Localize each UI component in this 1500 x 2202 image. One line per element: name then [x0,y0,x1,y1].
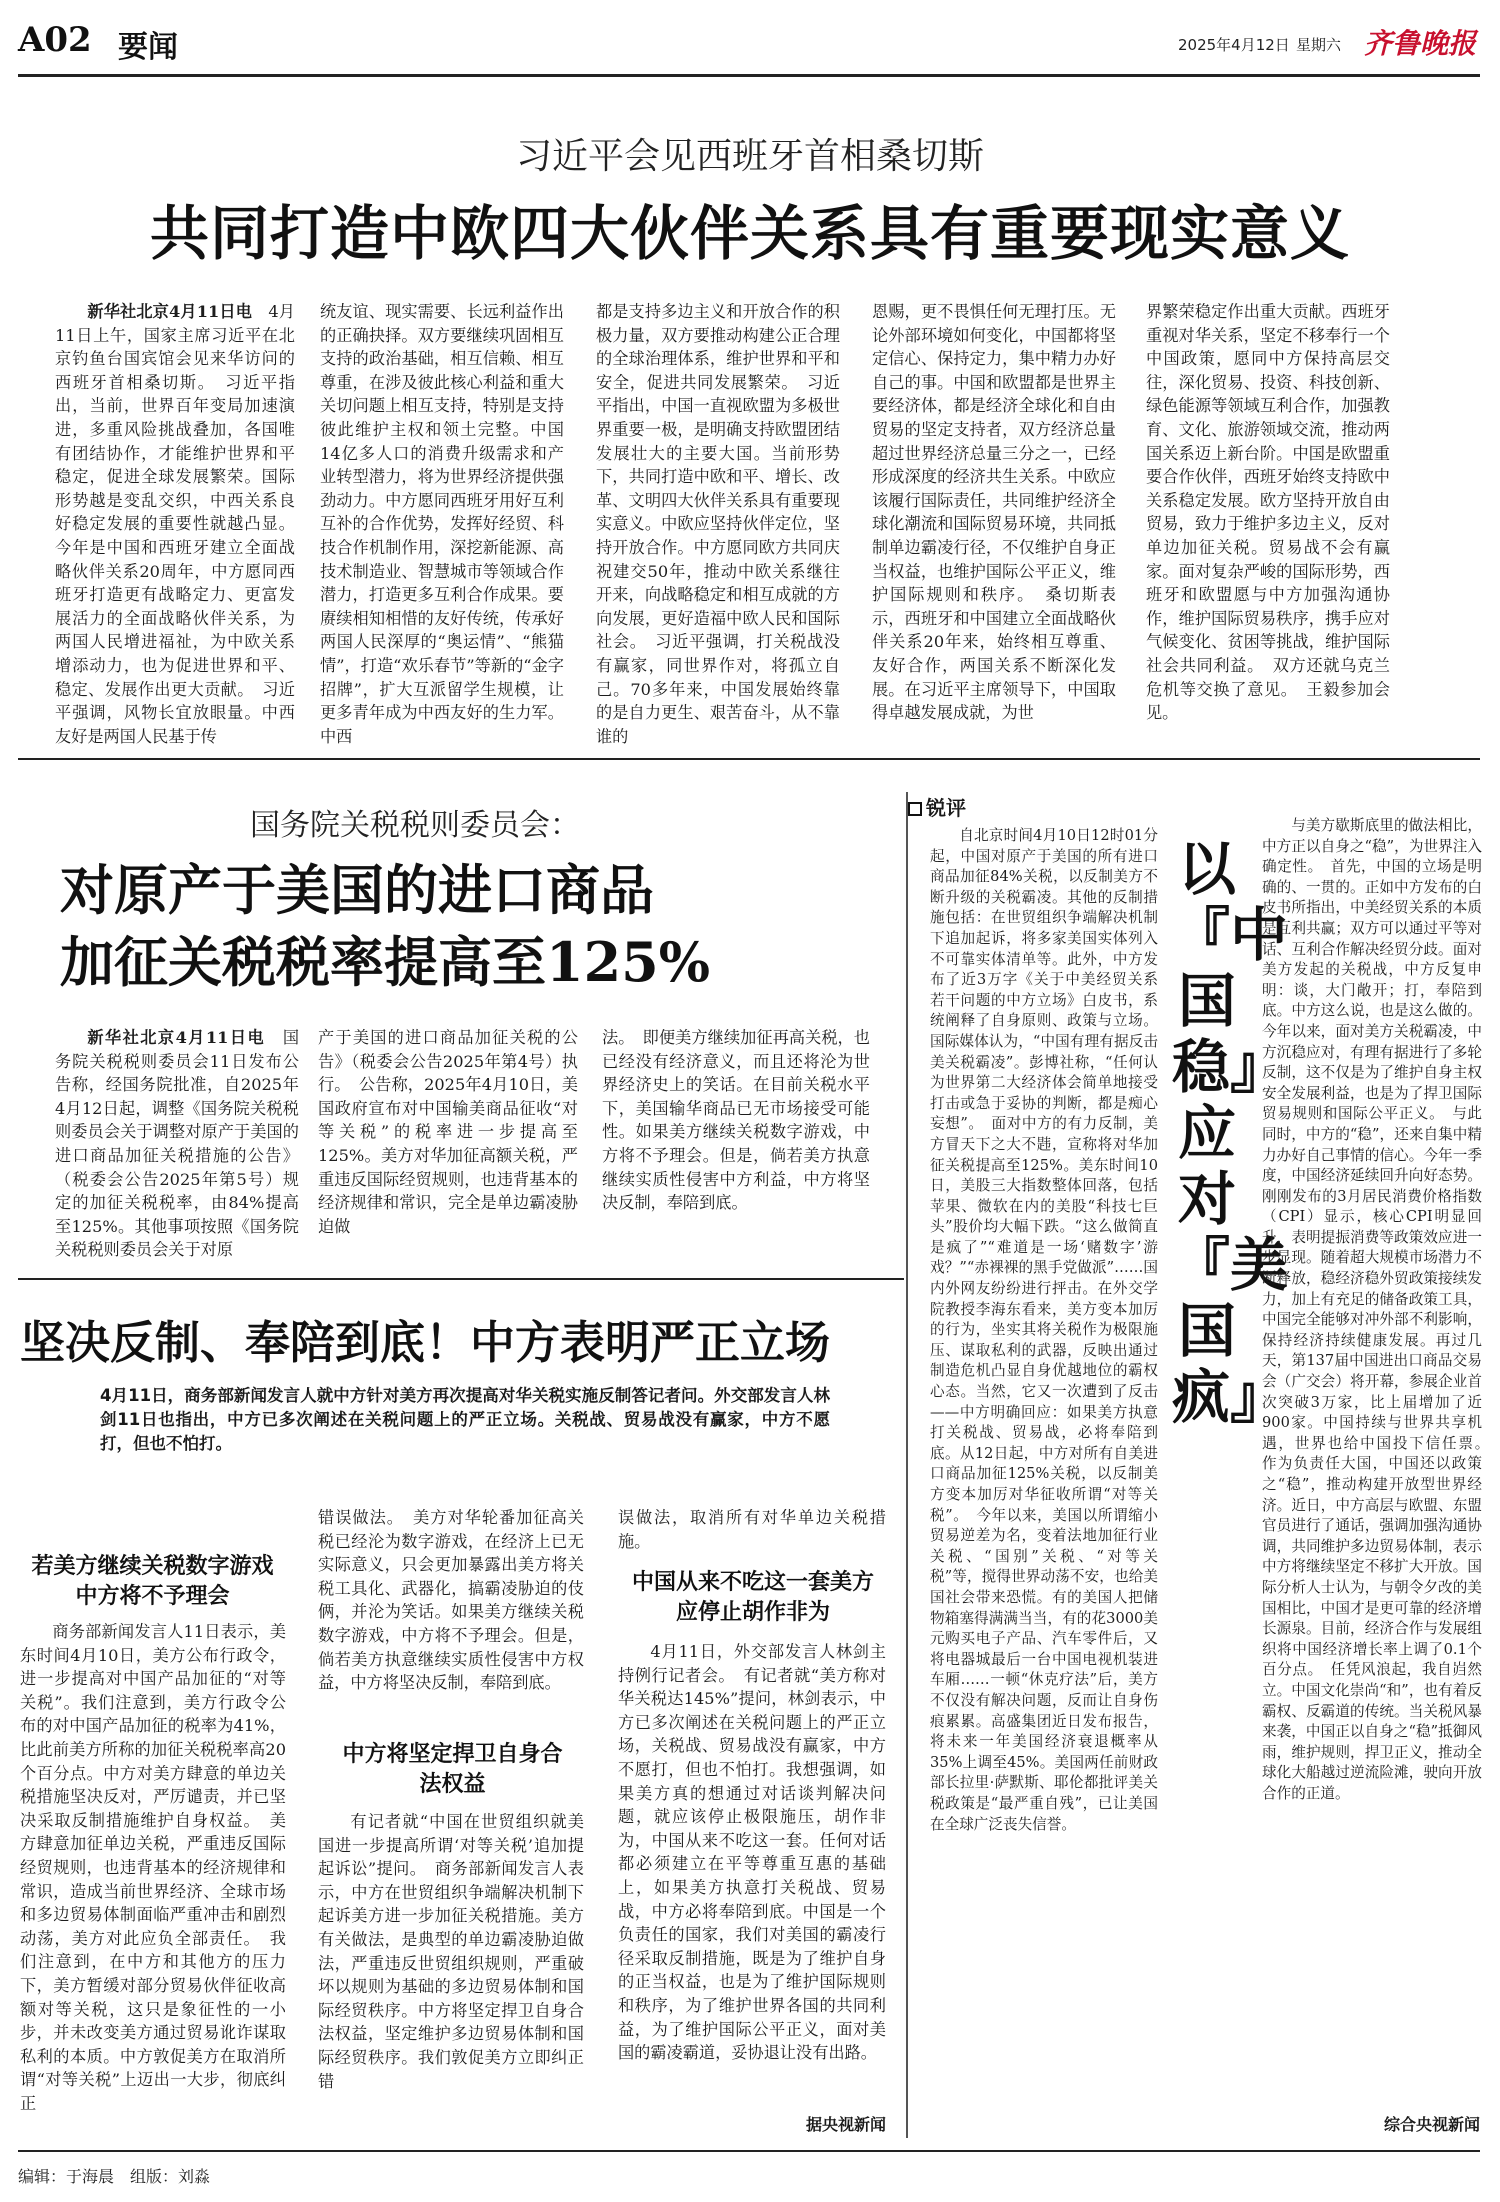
article1-col5: 界繁荣稳定作出重大贡献。西班牙重视对华关系，坚定不移奉行一个中国政策，愿同中方保持高层交往，深化贸易、投资、科技创新、绿色能源等领域互利合作，加强教育、文化、旅游领域交流，推动两国关系迈上新台阶。中国是欧盟重要合作伙伴，西班牙始终支持欧中关系稳定发展。欧方坚持开放自由贸易，致力于维护多边主义，反对单边加征关税。贸易战不会有赢家。面对复杂严峻的国际形势，西班牙和欧盟愿与中方加强沟通协作，维护国际贸易秩序，携手应对气候变化、贫困等挑战，维护国际社会共同利益。 双方还就乌克兰危机等交换了意见。 王毅参加会见。 [1146,302,1390,723]
article1-col3: 都是支持多边主义和开放合作的积极力量，双方要推动构建公正合理的全球治理体系，维护世界和平和安全，促进共同发展繁荣。 习近平指出，中国一直视欧盟为多极世界重要一极，是明确支持欧盟团结发展壮大的主要大国。当前形势下，共同打造中欧和平、增长、改革、文明四大伙伴关系具有重要现实意义。中欧应坚持伙伴定位，坚持开放合作。中方愿同欧方共同庆祝建交50年，推动中欧关系继往开来，向战略稳定和相互成就的方向发展，更好造福中欧人民和国际社会。 习近平强调，打关税战没有赢家，同世界作对，将孤立自己。70多年来，中国发展始终靠的是自力更生、艰苦奋斗，从不靠谁的 [596,302,840,746]
article1-kicker: 习近平会见西班牙首相桑切斯 [515,136,984,177]
article2-col2: 产于美国的进口商品加征关税的公告》（税委会公告2025年第4号）执行。 公告称，2025年4月10日，美国政府宣布对中国输美商品征收“对等关税”的税率进一步提高至125%。美方对华加征高额关税，严重违反国际经贸规则，也违背基本的经济规律和常识，完全是单边霸凌胁迫做 [318,1028,578,1236]
article3-col2a: 错误做法。 美方对华轮番加征高关税已经沦为数字游戏，在经济上已无实际意义，只会更加暴露出美方将关税工具化、武器化，搞霸凌胁迫的伎俩，并沦为笑话。如果美方继续关税数字游戏，中方将不予理会。但是，倘若美方执意继续实质性侵害中方权益，中方将坚决反制，奉陪到底。 [318,1508,584,1693]
article2-headline-line2: 加征关税税率提高至125% [60,930,711,994]
issue-date: 2025年4月12日 [1178,36,1290,54]
article1-dateline: 新华社北京4月11日电 [87,302,253,321]
commentary-box-icon [908,802,922,816]
article1-col1: 新华社北京4月11日电 4月11日上午，国家主席习近平在北京钓鱼台国宾馆会见来华访问的西班牙首相桑切斯。 习近平指出，当前，世界百年变局加速演进，多重风险挑战叠加，各国唯有团结协作，才能维护世界和平稳定，促进全球发展繁荣。国际形势越是变乱交织，中西关系良好稳定发展的重要性就越凸显。今年是中国和西班牙建立全面战略伙伴关系20周年，中方愿同西班牙打造更有战略定力、更富发展活力的全面战略伙伴关系，为两国人民增进福祉，为中欧关系增添动力，也为促进世界和平、稳定、发展作出更大贡献。 习近平强调，风物长宜放眼量。中西友好是两国人民基于传 [55,302,295,746]
commentary-title: 以『中国稳』应对『美国疯』 [1172,835,1289,1431]
commentary-divider [906,792,908,2138]
article3-sub1: 若美方继续关税数字游戏中方将不予理会 [31,1554,274,1609]
article3-sub2: 中方将坚定捍卫自身合法权益 [342,1742,563,1797]
article2-dateline: 新华社北京4月11日电 [87,1028,266,1047]
article3-col1: 商务部新闻发言人11日表示，美东时间4月10日，美方公布行政令，进一步提高对中国产品加征的“对等关税”。我们注意到，美方行政令公布的对中国产品加征的税率为41%，比此前美方所称的加征关税税率高20个百分点。中方对美方肆意的单边关税措施坚决反对，严厉谴责，并已坚决采取反制措施维护自身权益。 美方肆意加征单边关税，严重违反国际经贸规则，也违背基本的经济规律和常识，造成当前世界经济、全球市场和多边贸易体制面临严重冲击和剧烈动荡，美方对此应负全部责任。 我们注意到，在中方和其他方的压力下，美方暂缓对部分贸易伙伴征收高额对等关税，这只是象征性的一小步，并未改变美方通过贸易讹诈谋取私利的本质。中方敦促美方在取消所谓“对等关税”上迈出一大步，彻底纠正 [20,1622,286,2113]
commentary-col-b: 与美方歇斯底里的做法相比，中方正以自身之“稳”，为世界注入确定性。 首先，中国的立场是明确的、一贯的。正如中方发布的白皮书所指出，中美经贸关系的本质是互利共赢；双方可以通过平等对话、互利合作解决经贸分歧。面对美方发起的关税战，中方反复申明：谈，大门敞开；打，奉陪到底。中方这么说，也是这么做的。今年以来，面对美方关税霸凌，中方沉稳应对，有理有据进行了多轮反制，这不仅是为了维护自身主权安全发展利益，也是为了捍卫国际贸易规则和国际公平正义。 与此同时，中方的“稳”，还来自集中精力办好自己事情的信心。今年一季度，中国经济延续回升向好态势。刚刚发布的3月居民消费价格指数（CPI）显示，核心CPI明显回升，表明提振消费等政策效应进一步显现。随着超大规模市场潜力不断释放，稳经济稳外贸政策接续发力，加上有充足的储备政策工具，中国完全能够对冲外部不利影响，保持经济持续健康发展。再过几天，第137届中国进出口商品交易会（广交会）将开幕，参展企业首次突破3万家，比上届增加了近900家。中国持续与世界共享机遇，世界也给中国投下信任票。 作为负责任大国，中国还以政策之“稳”，推动构建开放型世界经济。近日，中方高层与欧盟、东盟官员进行了通话，强调加强沟通协调，共同维护多边贸易体制，表示中方将继续坚定不移扩大开放。国际分析人士认为，与朝令夕改的美国相比，中国才是更可靠的经济增长源泉。目前，经济合作与发展组织将中国经济增长率上调了0.1个百分点。 任凭风浪起，我自岿然立。中国文化崇尚“和”，也有着反霸权、反霸道的传统。当关税风暴来袭，中国正以自身之“稳”抵御风雨，维护规则，捍卫正义，推动全球化大船越过逆流险滩，驶向开放合作的正道。 [1262,817,1497,1802]
article1-col4: 恩赐，更不畏惧任何无理打压。无论外部环境如何变化，中国都将坚定信心、保持定力，集中精力办好自己的事。中国和欧盟都是世界主要经济体，都是经济全球化和自由贸易的坚定支持者，双方经济总量超过世界经济总量三分之一，已经形成深度的经济共生关系。中欧应该履行国际责任，共同维护经济全球化潮流和国际贸易环境，共同抵制单边霸凌行径，不仅维护自身正当权益，也维护国际公平正义，维护国际规则和秩序。 桑切斯表示，西班牙和中国建立全面战略伙伴关系20年来，始终相互尊重、友好合作，两国关系不断深化发展。在习近平主席领导下，中国取得卓越发展成就，为世 [872,302,1116,723]
footer-rule [18,2150,1480,2152]
article2-col3: 法。 即便美方继续加征再高关税，也已经没有经济意义，而且还将沦为世界经济史上的笑话。在目前关税水平下，美国输华商品已无市场接受可能性。如果美方继续关税数字游戏，中方将不予理会。但是，倘若美方执意继续实质性侵害中方利益，中方将坚决反制，奉陪到底。 [602,1028,870,1213]
article3-col2b: 有记者就“中国在世贸组织就美国进一步提高所谓‘对等关税’追加提起诉讼”提问。 商务部新闻发言人表示，中方在世贸组织争端解决机制下起诉美方进一步加征关税措施。美方有关做法，是典型的单边霸凌胁迫做法，严重违反世贸组织规则，严重破坏以规则为基础的多边贸易体制和国际经贸秩序。中方将坚定捍卫自身合法权益，坚定维护多边贸易体制和国际经贸秩序。我们敦促美方立即纠正错 [318,1812,584,2091]
section-name: 要闻 [118,30,178,65]
article3-credit: 据央视新闻 [805,2115,886,2134]
article2-kicker: 国务院关税税则委员会： [250,808,580,843]
article3-col3a: 误做法，取消所有对华单边关税措施。 [618,1508,886,1551]
commentary-col-a: 自北京时间4月10日12时01分起，中国对原产于美国的所有进口商品加征84%关税，以反制美方不断升级的关税霸凌。其他的反制措施包括：在世贸组织争端解决机制下追加起诉，将多家美国实体列入不可靠实体清单等。此外，中方发布了近3万字《关于中美经贸关系若干问题的中方立场》白皮书，系统阐释了自身原则、政策与立场。国际媒体认为，“中国有理有据反击美关税霸凌”。彭博社称，“任何认为世界第二大经济体会简单地接受打击或急于妥协的判断，都是痴心妄想”。 面对中方的有力反制，美方冒天下之大不韪，宣称将对华加征关税提高至125%。美东时间10日，美股三大指数整体回落，包括苹果、微软在内的美股“科技七巨头”股价均大幅下跌。“这么做简直是疯了”“难道是一场‘赌数字’游戏？”“赤裸裸的黑手党做派”……国内外网友纷纷进行抨击。在外交学院教授李海东看来，美方变本加厉的行为，坐实其将关税作为极限施压、谋取私利的武器，反映出通过制造危机凸显自身优越地位的霸权心态。当然，它又一次遭到了反击——中方明确回应：如果美方执意打关税战、贸易战，必将奉陪到底。从12日起，中方对所有自美进口商品加征125%关税，以反制美方变本加厉对华征收所谓“对等关税”。 今年以来，美国以所谓缩小贸易逆差为名，变着法地加征行业关税、“国别”关税、“对等关税”等，搅得世界动荡不安，也给美国社会带来恐慌。有的美国人把储物箱塞得满满当当，有的花3000美元购买电子产品、汽车零件后，又将电器城最后一台中国电视机装进车厢……一顿“休克疗法”后，美方不仅没有解决问题，反而让自身伤痕累累。高盛集团近日发布报告，将未来一年美国经济衰退概率从35%上调至45%。美国两任前财政部长拉里·萨默斯、耶伦都批评美关税政策是“最严重自残”，已让美国在全球广泛丧失信誉。 [930,827,1158,1833]
article3-summary: 4月11日，商务部新闻发言人就中方针对美方再次提高对华关税实施反制答记者问。外交部发言人林剑11日也指出，中方已多次阐述在关税问题上的严正立场。关税战、贸易战没有赢家，中方不愿打，但也不怕打。 [100,1386,830,1453]
paper-logo: 齐鲁晚报 [1364,27,1477,60]
article1-col2: 统友谊、现实需要、长远利益作出的正确抉择。双方要继续巩固相互支持的政治基础，相互信赖、相互尊重，在涉及彼此核心利益和重大关切问题上相互支持，特别是支持彼此维护主权和领土完整。中国14亿多人口的消费升级需求和产业转型潜力，将为世界经济提供强劲动力。中方愿同西班牙用好互利互补的合作优势，发挥好经贸、科技合作机制作用，深挖新能源、高技术制造业、智慧城市等领域合作潜力，打造更多互利合作成果。要赓续相知相惜的友好传统，传承好两国人民深厚的“奥运情”、“熊猫情”，打造“欢乐春节”等新的“金字招牌”，扩大互派留学生规模，让更多青年成为中西友好的生力军。中西 [320,302,564,746]
footer-editor: 编辑：于海晨 [18,2167,115,2186]
header-rule [18,74,1480,77]
page-header [18,12,1480,72]
article3-col3b: 4月11日，外交部发言人林剑主持例行记者会。 有记者就“美方称对华关税达145%”提问，林剑表示，中方已多次阐述在关税问题上的严正立场，关税战、贸易战没有赢家，中方不愿打，但也不怕打。我想强调，如果美方真的想通过对话谈判解决问题，就应该停止极限施压，胡作非为，中国从来不吃这一套。任何对话都必须建立在平等尊重互惠的基础上，如果美方执意打关税战、贸易战，中方必将奉陪到底。中国是一个负责任的国家，我们对美国的霸凌行径采取反制措施，既是为了维护自身的正当权益，也是为了维护国际规则和秩序，为了维护世界各国的共同利益，为了维护国际公平正义，面对美国的霸凌霸道，妥协退让没有出路。 [618,1642,886,2063]
article1-bottom-rule [18,758,1480,760]
footer-layout: 组版：刘淼 [130,2167,211,2186]
article2-col1: 新华社北京4月11日电 国务院关税税则委员会11日发布公告称，经国务院批准，自2025年4月12日起，调整《国务院关税税则委员会关于调整对原产于美国的进口商品加征关税措施的公告》（税委会公告2025年第5号）规定的加征关税税率，由84%提高至125%。其他事项按照《国务院关税税则委员会关于对原 [55,1028,299,1260]
article3-headline: 坚决反制、奉陪到底！中方表明严正立场 [20,1316,831,1369]
commentary-label: 锐评 [908,792,966,821]
article2-bottom-rule [18,1278,904,1280]
article3-sub3: 中国从来不吃这一套美方应停止胡作非为 [631,1570,874,1625]
weekday: 星期六 [1296,36,1342,54]
article1-headline: 共同打造中欧四大伙伴关系具有重要现实意义 [149,199,1350,268]
page-code: A02 [18,20,92,60]
article2-headline-line1: 对原产于美国的进口商品 [60,858,654,922]
commentary-credit: 综合央视新闻 [1383,2115,1480,2134]
